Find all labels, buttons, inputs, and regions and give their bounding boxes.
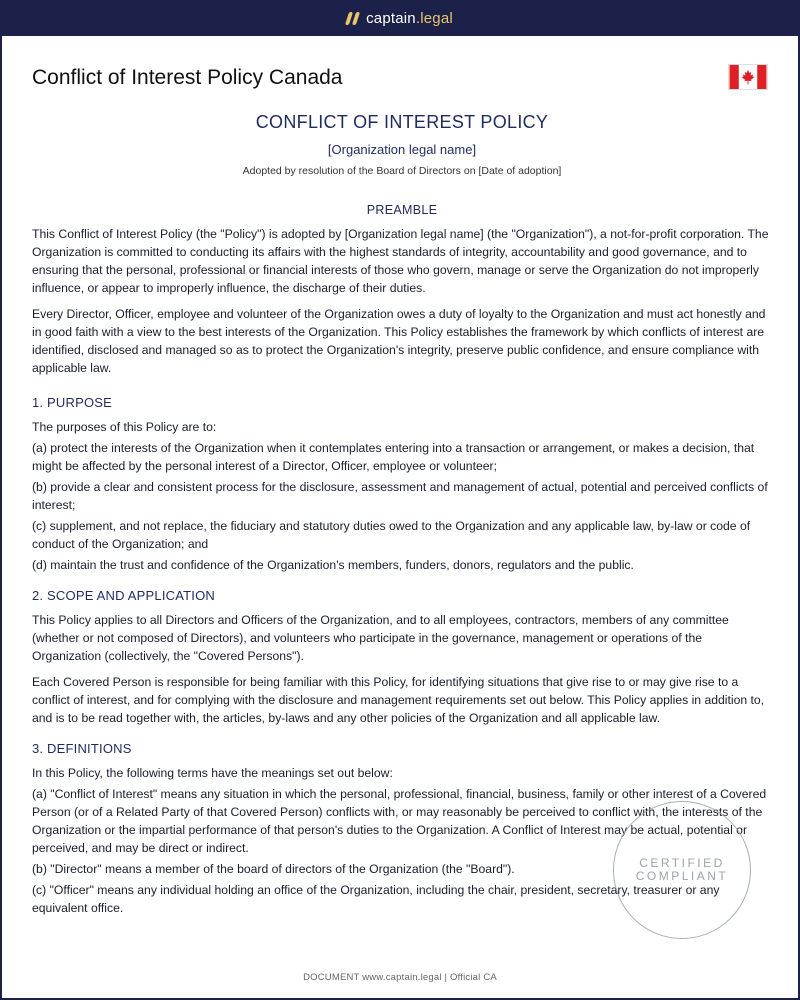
canada-flag-icon xyxy=(728,64,768,90)
section-paragraph: Each Covered Person is responsible for being familiar with this Policy, for identifying situations that give rise to or may give rise to a conflict of interest, and for complying with the disclosure and management requirements set out below. This Policy applies in addition to, and is to be read together with, the articles, by-laws and any other policies of the Organization and all applicable law. xyxy=(32,675,765,725)
list-item: (b) "Director" means a member of the board of directors of the Organization (the "Board"). xyxy=(32,862,515,876)
section-heading-definitions: 3. DEFINITIONS xyxy=(32,741,132,756)
page-footer: DOCUMENT www.captain.legal | Official CA xyxy=(303,972,497,983)
list-item: (c) "Officer" means any individual holding an office of the Organization, including the chair, president, secretary, treasurer or any equivalent office. xyxy=(32,883,720,915)
list-item: (b) provide a clear and consistent process for the disclosure, assessment and management of actual, potential and perceived conflicts of interest; xyxy=(32,480,768,512)
list-item: (a) "Conflict of Interest" means any situation in which the personal, professional, financial, business, family or other interest of a Covered Person (or of a Related Party of that Covered Person) conflicts with, or may reasonably be perceived to conflict with, the interests of the Organization or the impartial performance of that person's duties to the Organization. A Conflict of Interest may be actual, potential or perceived, and may be direct or indirect. xyxy=(32,787,767,855)
stamp-line: CERTIFIED xyxy=(639,856,725,870)
preamble-paragraph: This Conflict of Interest Policy (the "Policy") is adopted by [Organization legal name] (the "Organization"), a not-for-profit corporation. The Organization is committed to conducting its affairs with the highest standards of integrity, accountability and good governance, and to ensuring that the personal, professional or financial interests of those who govern, manage or serve the Organization do not improperly influence, or appear to improperly influence, the discharge of their duties. xyxy=(32,227,769,295)
adoption-note: Adopted by resolution of the Board of Directors on [Date of adoption] xyxy=(242,165,562,177)
captain-logo-icon xyxy=(345,12,360,25)
preamble-heading: PREAMBLE xyxy=(366,203,438,217)
document-body xyxy=(32,110,772,952)
policy-title: CONFLICT OF INTEREST POLICY xyxy=(255,112,549,132)
section-paragraph: This Policy applies to all Directors and Officers of the Organization, and to all employees, contractors, members of any committee (whether or not composed of Directors), and volunteers who participate in the governance, management or operations of the Organization (collectively, the "Covered Persons"). xyxy=(32,613,729,663)
list-item: (c) supplement, and not replace, the fiduciary and statutory duties owed to the Organization and any applicable law, by-law or code of conduct of the Organization; and xyxy=(32,519,751,551)
brand-name[interactable]: captain.legal xyxy=(366,9,453,27)
page-title: Conflict of Interest Policy Canada xyxy=(32,66,343,89)
section-intro: In this Policy, the following terms have the meanings set out below: xyxy=(32,766,393,780)
section-heading-purpose: 1. PURPOSE xyxy=(32,395,113,410)
preamble-paragraph: Every Director, Officer, employee and volunteer of the Organization owes a duty of loyalty to the Organization and must act honestly and in good faith with a view to the best interests of the Organization. This Policy establishes the framework by which conflicts of interest are identified, disclosed and managed so as to protect the Organization's integrity, preserve public confidence, and ensure compliance with applicable law. xyxy=(32,307,766,375)
stamp-line: COMPLIANT xyxy=(635,869,729,883)
section-intro: The purposes of this Policy are to: xyxy=(32,420,217,434)
list-item: (d) maintain the trust and confidence of the Organization's members, funders, donors, regulators and the public. xyxy=(32,558,634,572)
list-item: (a) protect the interests of the Organization when it contemplates entering into a transaction or arrangement, or makes a decision, that might be affected by the personal interest of a Director, Officer, employee or volunteer; xyxy=(32,441,755,473)
organization-name: [Organization legal name] xyxy=(327,142,477,157)
section-heading-scope: 2. SCOPE AND APPLICATION xyxy=(32,588,216,603)
document-page xyxy=(2,36,798,998)
top-bar xyxy=(0,0,800,36)
